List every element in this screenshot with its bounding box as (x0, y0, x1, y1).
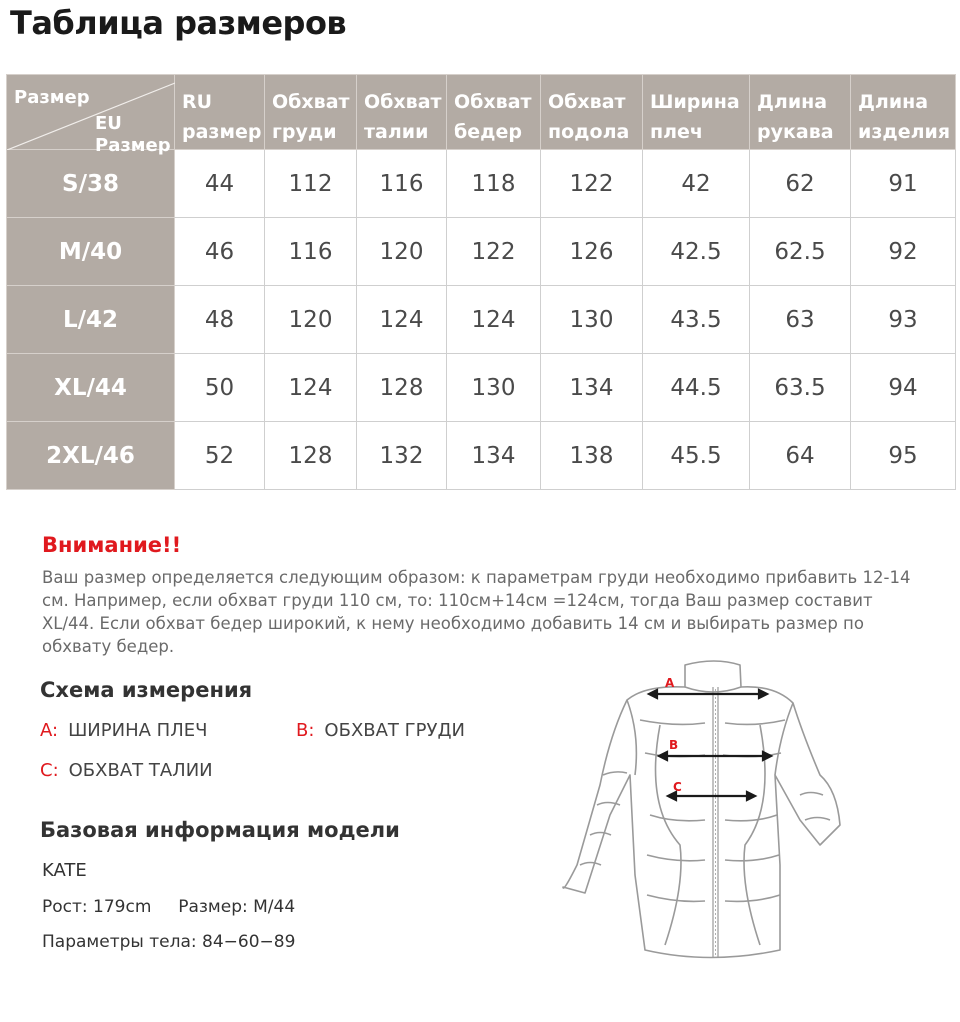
model-height-size (42, 897, 295, 917)
table-cell: 42.5 (643, 218, 750, 286)
header-waist: Обхват талии (357, 75, 447, 150)
measurement-key: A: (40, 720, 59, 741)
model-info-title: Базовая информация модели (40, 818, 400, 842)
table-cell: 118 (447, 150, 541, 218)
model-name: KATE (42, 860, 87, 881)
table-cell: 44 (175, 150, 265, 218)
table-cell: 138 (541, 422, 643, 490)
table-row (7, 218, 956, 286)
table-cell: 64 (750, 422, 851, 490)
table-header-row (7, 75, 956, 150)
header-sleeve-length: Длина рукава (750, 75, 851, 150)
row-size-label: S/38 (7, 150, 175, 218)
table-cell: 44.5 (643, 354, 750, 422)
table-cell: 116 (357, 150, 447, 218)
table-cell: 130 (541, 286, 643, 354)
measurement-b (296, 720, 465, 741)
attention-title: Внимание!! (42, 533, 182, 557)
height-label: Рост: (42, 897, 88, 917)
size-value: M/44 (253, 897, 296, 917)
params-value: 84−60−89 (202, 932, 296, 952)
header-hem: Обхват подола (541, 75, 643, 150)
model-body-params (42, 932, 295, 952)
header-ru-size: RU размер (175, 75, 265, 150)
header-hips: Обхват бедер (447, 75, 541, 150)
table-cell: 120 (357, 218, 447, 286)
table-cell: 48 (175, 286, 265, 354)
table-cell: 122 (541, 150, 643, 218)
corner-eu-label: EU (95, 113, 122, 134)
row-size-label: 2XL/46 (7, 422, 175, 490)
table-cell: 91 (851, 150, 956, 218)
measurement-key: B: (296, 720, 315, 741)
row-size-label: L/42 (7, 286, 175, 354)
table-cell: 52 (175, 422, 265, 490)
table-cell: 124 (447, 286, 541, 354)
table-cell: 62 (750, 150, 851, 218)
attention-text: Ваш размер определяется следующим образом: к параметрам груди необходимо прибавить 12-14 см. Например, если обхват груди 110 см, то: 110см+14см =124см, тогда Ваш размер составит XL/44. Если обхват бедер широкий, к нему необходимо добавить 14 см и выбирать размер по обхвату бедер. (42, 568, 911, 656)
table-cell: 126 (541, 218, 643, 286)
jacket-measurement-diagram (555, 655, 855, 967)
row-size-label: M/40 (7, 218, 175, 286)
height-value: 179cm (93, 897, 152, 917)
table-row (7, 354, 956, 422)
table-cell: 63 (750, 286, 851, 354)
table-cell: 122 (447, 218, 541, 286)
table-cell: 124 (357, 286, 447, 354)
table-cell: 46 (175, 218, 265, 286)
table-cell: 116 (265, 218, 357, 286)
table-cell: 128 (357, 354, 447, 422)
measurement-c (40, 760, 213, 781)
table-cell: 95 (851, 422, 956, 490)
diagram-label-b: B (669, 738, 679, 752)
params-label: Параметры тела: (42, 932, 197, 952)
header-garment-length: Длина изделия (851, 75, 956, 150)
table-cell: 134 (541, 354, 643, 422)
corner-size-label: Размер (14, 87, 90, 108)
table-cell: 94 (851, 354, 956, 422)
table-row (7, 422, 956, 490)
table-cell: 92 (851, 218, 956, 286)
table-cell: 130 (447, 354, 541, 422)
size-label: Размер: (178, 897, 248, 917)
table-cell: 132 (357, 422, 447, 490)
table-cell: 93 (851, 286, 956, 354)
scheme-title: Схема измерения (40, 678, 253, 702)
table-cell: 50 (175, 354, 265, 422)
table-row (7, 150, 956, 218)
table-cell: 45.5 (643, 422, 750, 490)
diagram-label-c: C (673, 780, 682, 794)
measurement-a (40, 720, 207, 741)
table-cell: 112 (265, 150, 357, 218)
table-cell: 128 (265, 422, 357, 490)
measurement-label: ОБХВАТ ГРУДИ (324, 720, 465, 741)
table-cell: 120 (265, 286, 357, 354)
table-cell: 124 (265, 354, 357, 422)
table-cell: 63.5 (750, 354, 851, 422)
header-corner-cell (7, 75, 175, 156)
header-shoulder-width: Ширина плеч (643, 75, 750, 150)
header-chest: Обхват груди (265, 75, 357, 150)
table-cell: 134 (447, 422, 541, 490)
measurement-key: C: (40, 760, 59, 781)
diagram-label-a: A (665, 676, 675, 690)
table-row (7, 286, 956, 354)
table-cell: 62.5 (750, 218, 851, 286)
corner-eu-size-label: Размер (95, 135, 171, 156)
size-table (6, 74, 956, 490)
measurement-label: ШИРИНА ПЛЕЧ (68, 720, 208, 741)
page-title: Таблица размеров (10, 4, 347, 42)
row-size-label: XL/44 (7, 354, 175, 422)
measurement-label: ОБХВАТ ТАЛИИ (68, 760, 213, 781)
table-cell: 43.5 (643, 286, 750, 354)
table-cell: 42 (643, 150, 750, 218)
